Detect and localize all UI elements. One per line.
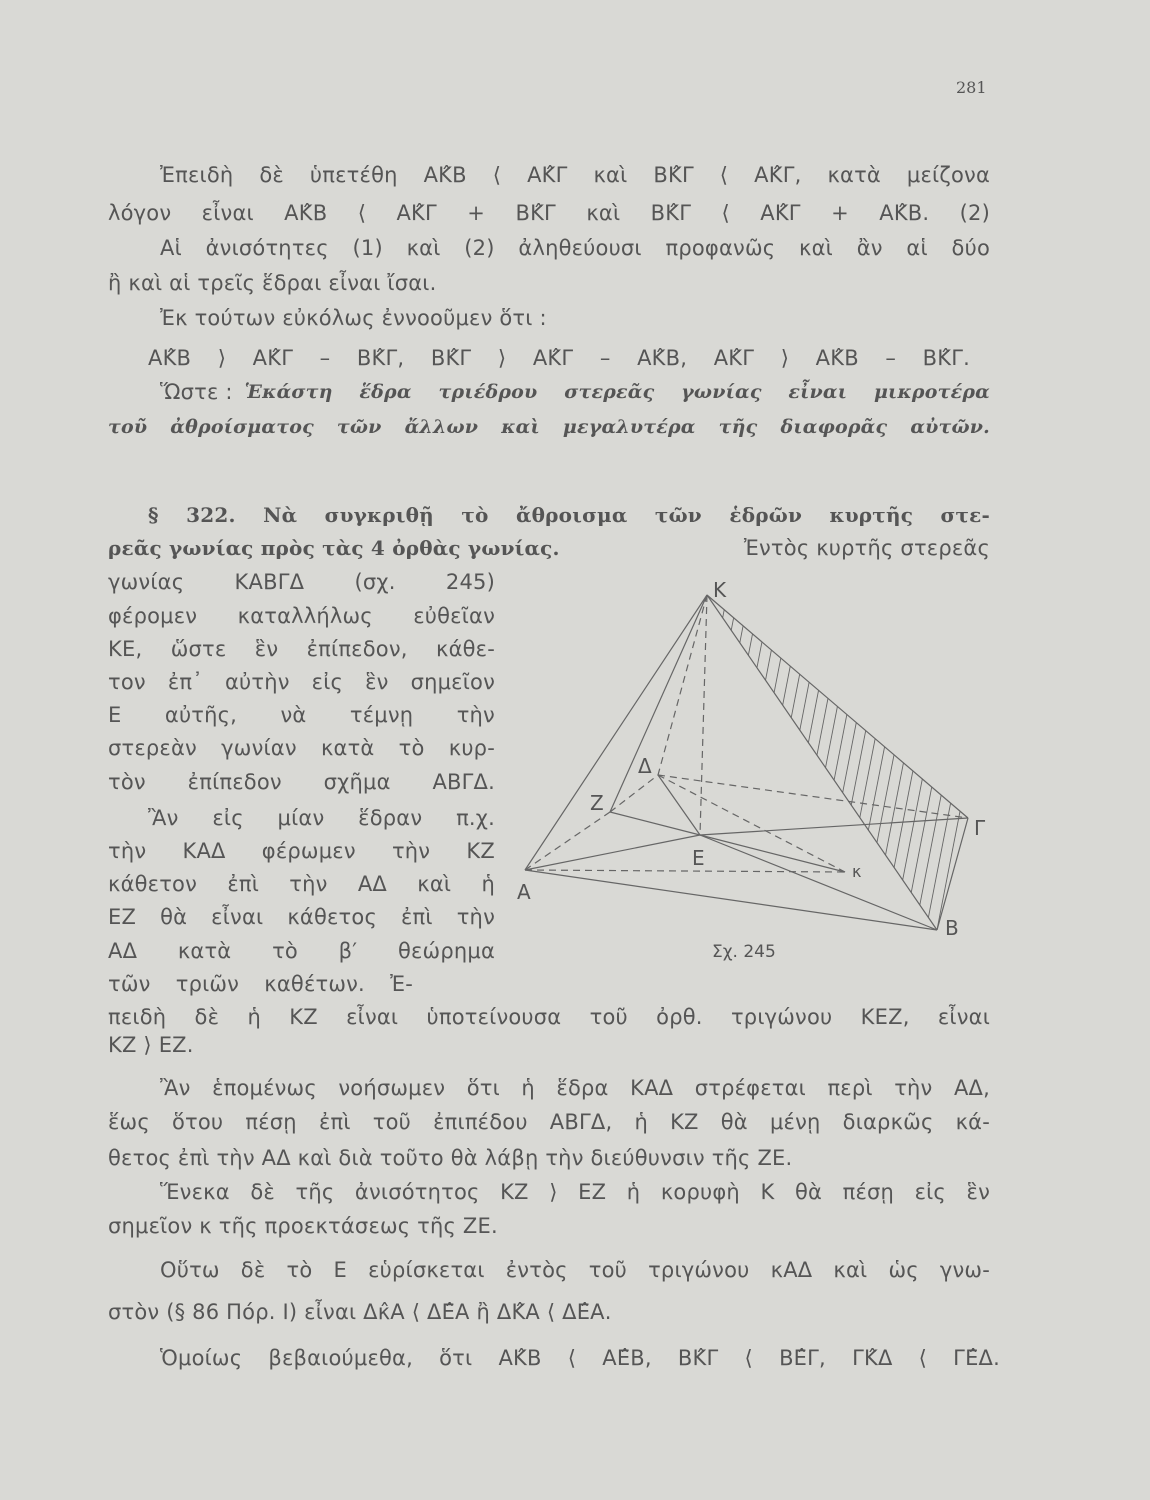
text-line: Ἐπειδὴ δὲ ὑπετέθη ΑΚ̂Β ⟨ ΑΚ̂Γ καὶ ΒΚ̂Γ ⟨ ΑΚ̂Γ, κατὰ μείζονα: [160, 163, 990, 187]
label-G: Γ: [974, 816, 986, 840]
hatch-line: [803, 580, 873, 940]
label-B: Β: [945, 916, 959, 940]
hatch-line: [836, 580, 906, 940]
text-line: στὸν (§ 86 Πόρ. Ι) εἶναι Δκ̂Α ⟨ ΔΕ̂Α ἢ ΔΚ̂Α ⟨ ΔΕ̂Α.: [108, 1300, 612, 1324]
column-line: Ε αὐτῆς, νὰ τέμνῃ τὴν: [108, 703, 495, 727]
text-line: πειδὴ δὲ ἡ ΚΖ εἶναι ὑποτείνουσα τοῦ ὀρθ. τριγώνου ΚΕΖ, εἶναι: [108, 1005, 990, 1029]
text-line: Ἐντὸς κυρτῆς στερεᾶς: [743, 536, 990, 560]
hatch-line: [660, 580, 730, 940]
edge-ZD: [610, 775, 658, 812]
column-line: κάθετον ἐπὶ τὴν ΑΔ καὶ ἡ: [108, 872, 495, 896]
label-K: Κ: [713, 578, 727, 602]
column-line: τῶν τριῶν καθέτων. Ἐ-: [108, 972, 413, 996]
edge-AB: [525, 870, 937, 930]
hatch-line: [715, 580, 785, 940]
hatch-line: [924, 580, 994, 940]
column-line: ΕΖ θὰ εἶναι κάθετος ἐπὶ τὴν: [108, 905, 495, 929]
hatch-line: [946, 580, 1016, 940]
edge-Ak: [525, 870, 845, 872]
text-line: Οὕτω δὲ τὸ Ε εὑρίσκεται ἐντὸς τοῦ τριγώνου κΑΔ καὶ ὡς γνω-: [160, 1258, 990, 1282]
hatch-line: [748, 580, 818, 940]
column-line: στερεὰν γωνίαν κατὰ τὸ κυρ-: [108, 736, 495, 760]
hatch-line: [869, 580, 939, 940]
text-line: λόγον εἶναι ΑΚ̂Β ⟨ ΑΚ̂Γ + ΒΚ̂Γ καὶ ΒΚ̂Γ ⟨ ΑΚ̂Γ + ΑΚ̂Β. (2): [108, 201, 990, 225]
text-line: Ἂν ἑπομένως νοήσωμεν ὅτι ἡ ἕδρα ΚΑΔ στρέφεται περὶ τὴν ΑΔ,: [160, 1076, 990, 1100]
column-line: Ἂν εἰς μίαν ἕδραν π.χ.: [148, 806, 495, 830]
column-line: φέρομεν καταλλήλως εὐθεῖαν: [108, 604, 495, 628]
edge-EG: [700, 818, 968, 835]
theorem-text: Ἑκάστη ἕδρα τριέδρου στερεᾶς γωνίας εἶναι μικροτέρα: [244, 381, 990, 403]
text-line: ἕως ὅτου πέσῃ ἐπὶ τοῦ ἐπιπέδου ΑΒΓΔ, ἡ ΚΖ θὰ μένῃ διαρκῶς κά-: [108, 1110, 990, 1134]
section-heading-cont: ρεᾶς γωνίας πρὸς τὰς 4 ὀρθὰς γωνίας.: [108, 536, 560, 560]
text-line: σημεῖον κ τῆς προεκτάσεως τῆς ΖΕ.: [108, 1214, 498, 1238]
hatch-line: [781, 580, 851, 940]
hatch-line: [880, 580, 950, 940]
edge-AE: [525, 835, 700, 870]
hatch-line: [858, 580, 928, 940]
edge-KZ: [610, 595, 707, 812]
text-line: Αἱ ἀνισότητες (1) καὶ (2) ἀληθεύουσι προφανῶς καὶ ἂν αἱ δύο: [160, 236, 990, 260]
text-line: Ὁμοίως βεβαιούμεθα, ὅτι ΑΚ̂Β ⟨ ΑΕ̂Β, ΒΚ̂Γ ⟨ ΒΕ̂Γ, ΓΚ̂Δ ⟨ ΓΕ̂Δ.: [160, 1346, 1000, 1370]
hatch-line: [902, 580, 972, 940]
figure-caption: Σχ. 245: [712, 942, 776, 962]
theorem-label: Ὥστε :: [160, 380, 233, 404]
label-E: Ε: [692, 846, 705, 870]
label-k: κ: [852, 862, 862, 881]
hatch-line: [913, 580, 986, 940]
edge-Ek: [700, 835, 845, 872]
hatch-line: [726, 580, 796, 940]
label-Z: Ζ: [590, 791, 604, 815]
section-heading: § 322. Νὰ συγκριθῇ τὸ ἄθροισμα τῶν ἑδρῶν κυρτῆς στε-: [148, 503, 990, 527]
column-line: ΚΕ, ὥστε ἓν ἐπίπεδον, κάθε-: [108, 637, 495, 661]
text-line: θετος ἐπὶ τὴν ΑΔ καὶ διὰ τοῦτο θὰ λάβῃ τὴν διεύθυνσιν τῆς ΖΕ.: [108, 1146, 793, 1170]
hatch-line: [935, 580, 1005, 940]
hatch-line: [759, 580, 829, 940]
text-line: ἢ καὶ αἱ τρεῖς ἕδραι εἶναι ἴσαι.: [108, 271, 437, 295]
text-line: ΚΖ ⟩ ΕΖ.: [108, 1033, 194, 1057]
column-line: τὸν ἐπίπεδον σχῆμα ΑΒΓΔ.: [108, 770, 495, 794]
label-A: Α: [517, 880, 531, 904]
hatch-line: [682, 580, 752, 940]
hatch-line: [891, 580, 961, 940]
label-D: Δ: [638, 754, 652, 778]
hatch-line: [957, 580, 1027, 940]
column-line: τον ἐπ᾽ αὐτὴν εἰς ἓν σημεῖον: [108, 670, 495, 694]
column-line: ΑΔ κατὰ τὸ β′ θεώρημα: [108, 939, 495, 963]
hatch-line: [737, 580, 807, 940]
column-line: τὴν ΚΑΔ φέρωμεν τὴν ΚΖ: [108, 839, 495, 863]
text-line: Ἐκ τούτων εὐκόλως ἐννοοῦμεν ὅτι :: [160, 306, 547, 330]
hatch-line: [770, 580, 840, 940]
page-number: 281: [956, 78, 987, 97]
hatched-face: [660, 580, 1027, 940]
edge-GB: [937, 818, 968, 930]
edge-KA: [525, 595, 707, 870]
hatch-line: [814, 580, 884, 940]
theorem-line-2: τοῦ ἀθροίσματος τῶν ἄλλων καὶ μεγαλυτέρα τῆς διαφορᾶς αὐτῶν.: [108, 416, 990, 438]
edge-Dk: [658, 775, 845, 872]
inequalities-line: ΑΚ̂Β ⟩ ΑΚ̂Γ – ΒΚ̂Γ, ΒΚ̂Γ ⟩ ΑΚ̂Γ – ΑΚ̂Β, ΑΚ̂Γ ⟩ ΑΚ̂Β – ΒΚ̂Γ.: [148, 346, 970, 370]
edge-EB: [700, 835, 937, 930]
text-line: Ἕνεκα δὲ τῆς ἀνισότητος ΚΖ ⟩ ΕΖ ἡ κορυφὴ Κ θὰ πέσῃ εἰς ἓν: [160, 1180, 990, 1204]
hatch-line: [825, 580, 895, 940]
edge-KD: [658, 595, 707, 775]
column-line: γωνίας ΚΑΒΓΔ (σχ. 245): [108, 570, 495, 594]
hatch-line: [704, 580, 774, 940]
